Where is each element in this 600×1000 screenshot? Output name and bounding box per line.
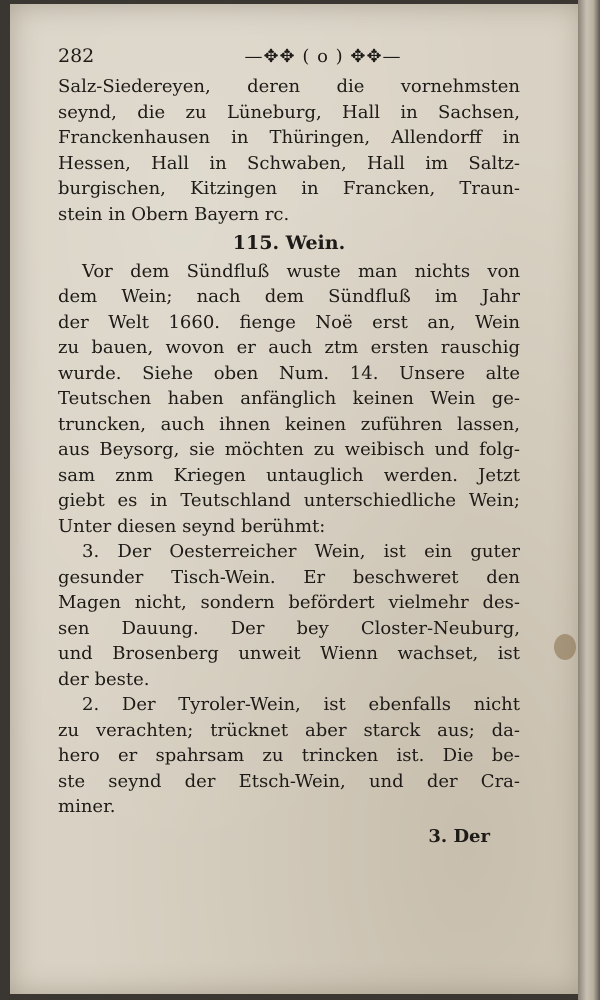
text-line: 2. Der Tyroler-Wein, ist ebenfalls nicht (82, 694, 520, 715)
text-line: der beste. (58, 668, 150, 690)
text-line: dem Wein; nach dem Sündfluß im Jahr (58, 286, 520, 307)
text-line: zu verachten; trücknet aber starck aus; da- (58, 719, 520, 741)
text-line: seynd, die zu Lüneburg, Hall in Sachsen, (58, 101, 520, 123)
text-line: Unter diesen seynd berühmt: (58, 515, 326, 537)
text-line: Teutschen haben anfänglich keinen Wein ge- (58, 388, 520, 409)
text-line: der Welt 1660. fienge Noë erst an, Wein (58, 311, 520, 333)
text-line: 3. Der Oesterreicher Wein, ist ein guter (82, 541, 520, 562)
text-line: zu bauen, wovon er auch ztm ersten rauschig (58, 337, 520, 358)
page-edge (578, 0, 600, 1000)
list-item-austrian-wine (58, 539, 520, 692)
paper-stain (554, 634, 576, 660)
text-line: hero er spahrsam zu trincken ist. Die be- (58, 745, 520, 766)
text-line: Salz-Siedereyen, deren die vornehmsten (58, 76, 520, 97)
text-line: Hessen, Hall in Schwaben, Hall im Saltz- (58, 152, 520, 174)
text-line: und Brosenberg unweit Wienn wachset, ist (58, 643, 520, 664)
text-line: sen Dauung. Der bey Closter-Neuburg, (58, 617, 520, 639)
text-line: Vor dem Sündfluß wuste man nichts von (82, 260, 520, 282)
list-item-tyrolean-wine (58, 692, 520, 820)
text-line: wurde. Siehe oben Num. 14. Unsere alte (58, 362, 520, 384)
text-line: aus Beysorg, sie möchten zu weibisch und folg- (58, 439, 520, 460)
page-text (58, 42, 520, 849)
text-line: miner. (58, 796, 116, 817)
paragraph-salt (58, 74, 520, 227)
text-line: gesunder Tisch-Wein. Er beschweret den (58, 566, 520, 588)
page-number: 282 (58, 45, 95, 68)
paragraph-wine (58, 259, 520, 540)
page-header (58, 42, 520, 72)
header-ornament: —✥✥ ( o ) ✥✥— (244, 46, 402, 68)
text-line: stein in Obern Bayern rc. (58, 203, 290, 225)
text-line: burgischen, Kitzingen in Francken, Traun- (58, 178, 520, 199)
text-line: Franckenhausen in Thüringen, Allendorff in (58, 127, 520, 148)
text-line: sam znm Kriegen untauglich werden. Jetzt (58, 464, 520, 486)
text-line: Magen nicht, sondern befördert vielmehr des- (58, 592, 520, 613)
catchword: 3. Der (428, 825, 490, 847)
text-line: truncken, auch ihnen keinen zuführen lassen, (58, 413, 520, 435)
section-heading: 115. Wein. (232, 232, 346, 254)
text-line: giebt es in Teutschland unterschiedliche Wein; (58, 490, 520, 511)
text-line: ste seynd der Etsch-Wein, und der Cra- (58, 770, 520, 792)
